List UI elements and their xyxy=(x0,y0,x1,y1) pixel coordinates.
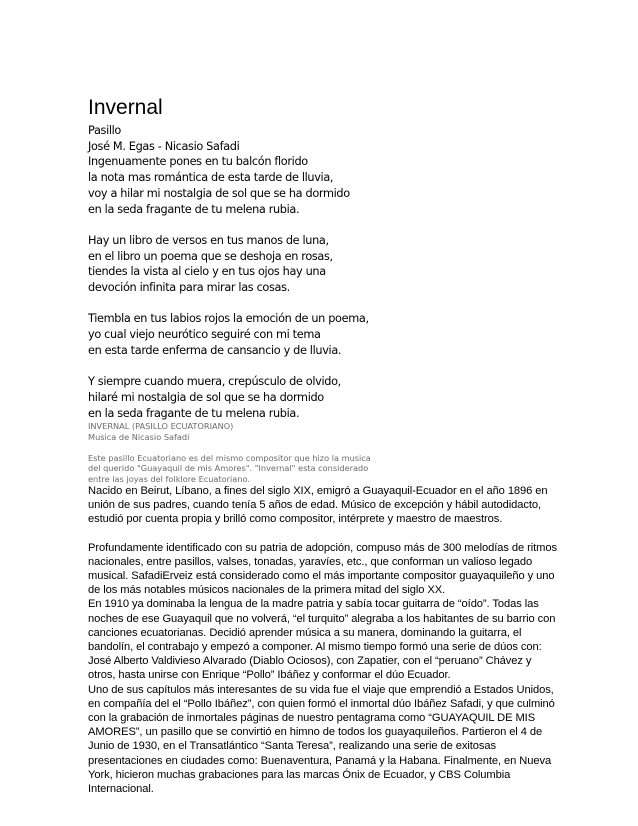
verse-line: devoción infinita para mirar las cosas. xyxy=(88,281,290,295)
bio-paragraph: Profundamente identificado con su patria de adopción, compuso más de 300 melodías de ritmos nacionales, entre pasillos, valses, tonadas, yaravíes, etc., que conforman un valioso legado musical. SafadiErveiz está considerado como el más importante compositor guayaquileño y uno de los más notables músicos nacionales de la primera mitad del siglo XX. xyxy=(88,541,557,597)
caption-title: INVERNAL (PASILLO ECUATORIANO) xyxy=(88,421,234,432)
caption-block xyxy=(88,421,558,483)
bio-paragraph: Uno de sus capítulos más interesantes de su vida fue el viaje que emprendió a Estados Unidos, en compañía del el “Pollo Ibáñez”, con quien formó el inmortal dúo Ibáñez Safadi, y que culminó con la grabación de inmortales páginas de nuestro pentagrama como “GUAYAQUIL DE MIS AMORES”, un pasillo que se convirtió en himno de todos los guayaquileños. Partieron el 4 de Junio de 1930, en el Transatlántico “Santa Teresa”, realizando una serie de exitosas presentaciones en ciudades como: Buenaventura, Panamá y la Habana. Finalmente, en Nueva York, hicieron muchas grabaciones para las marcas Ónix de Ecuador, y CBS Columbia Internacional. xyxy=(88,683,555,796)
poem-block xyxy=(88,123,558,421)
verse-line: Ingenuamente pones en tu balcón florido xyxy=(88,155,308,169)
verse-line: hilaré mi nostalgia de sol que se ha dormido xyxy=(88,390,324,404)
stanza-4 xyxy=(88,374,558,421)
verse-line: Hay un libro de versos en tus manos de luna, xyxy=(88,233,329,247)
verse-line: voy a hilar mi nostalgia de sol que se ha dormido xyxy=(88,186,350,200)
authors-label: José M. Egas - Nicasio Safadi xyxy=(88,139,240,153)
verse-line: en el libro un poema que se deshoja en rosas, xyxy=(88,249,333,263)
document-page xyxy=(88,96,558,796)
caption-text-line: Este pasillo Ecuatoriano es del mismo compositor que hizo la musica xyxy=(88,452,371,463)
verse-line: Y siempre cuando muera, crepúsculo de olvido, xyxy=(88,375,341,389)
song-title: Invernal xyxy=(88,96,163,119)
verse-line: la nota mas romántica de esta tarde de lluvia, xyxy=(88,171,334,185)
caption-subtitle: Musica de Nicasio Safadi xyxy=(88,431,190,442)
stanza-3 xyxy=(88,311,558,358)
song-header xyxy=(88,123,558,154)
caption-text-line: del querido "Guayaquil de mis Amores". "Invernal" esta considerado xyxy=(88,463,369,474)
verse-line: Tiembla en tus labios rojos la emoción de un poema, xyxy=(88,312,369,326)
stanza-2 xyxy=(88,233,558,296)
caption-text-line: entre las joyas del folklore Ecuatoriano. xyxy=(88,473,250,484)
verse-line: en la seda fragante de tu melena rubia. xyxy=(88,202,300,216)
genre-label: Pasillo xyxy=(88,124,121,137)
bio-paragraph: En 1910 ya dominaba la lengua de la madre patria y sabía tocar guitarra de “oído”. Todas las noches de ese Guayaquil que no volverá, “el turquito” alegraba a los habitantes de su barrio con canciones ecuatorianas. Decidió aprender música a su manera, dominando la guitarra, el bandolín, el contrabajo y empezó a componer. Al mismo tiempo formó una serie de dúos con: José Alberto Valdivieso Alvarado (Diablo Ociosos), con Zapatier, con el “peruano” Chávez y otros, hasta unirse con Enrique “Pollo” Ibáñez y conformar el dúo Ecuador. xyxy=(88,598,556,682)
verse-line: en la seda fragante de tu melena rubia. xyxy=(88,406,300,420)
verse-line: yo cual viejo neurótico seguiré con mi tema xyxy=(88,328,321,342)
verse-line: tiendes la vista al cielo y en tus ojos hay una xyxy=(88,265,326,279)
biography-block xyxy=(88,484,558,796)
verse-line: en esta tarde enferma de cansancio y de lluvia. xyxy=(88,343,342,357)
bio-paragraph: Nacido en Beirut, Líbano, a fines del siglo XIX, emigró a Guayaquil-Ecuador en el año 1896 en unión de sus padres, cuando tenía 5 años de edad. Músico de excepción y hábil autodidacto, estudió por cuenta propia y brilló como compositor, intérprete y maestro de maestros. xyxy=(88,484,548,526)
stanza-1 xyxy=(88,154,558,217)
